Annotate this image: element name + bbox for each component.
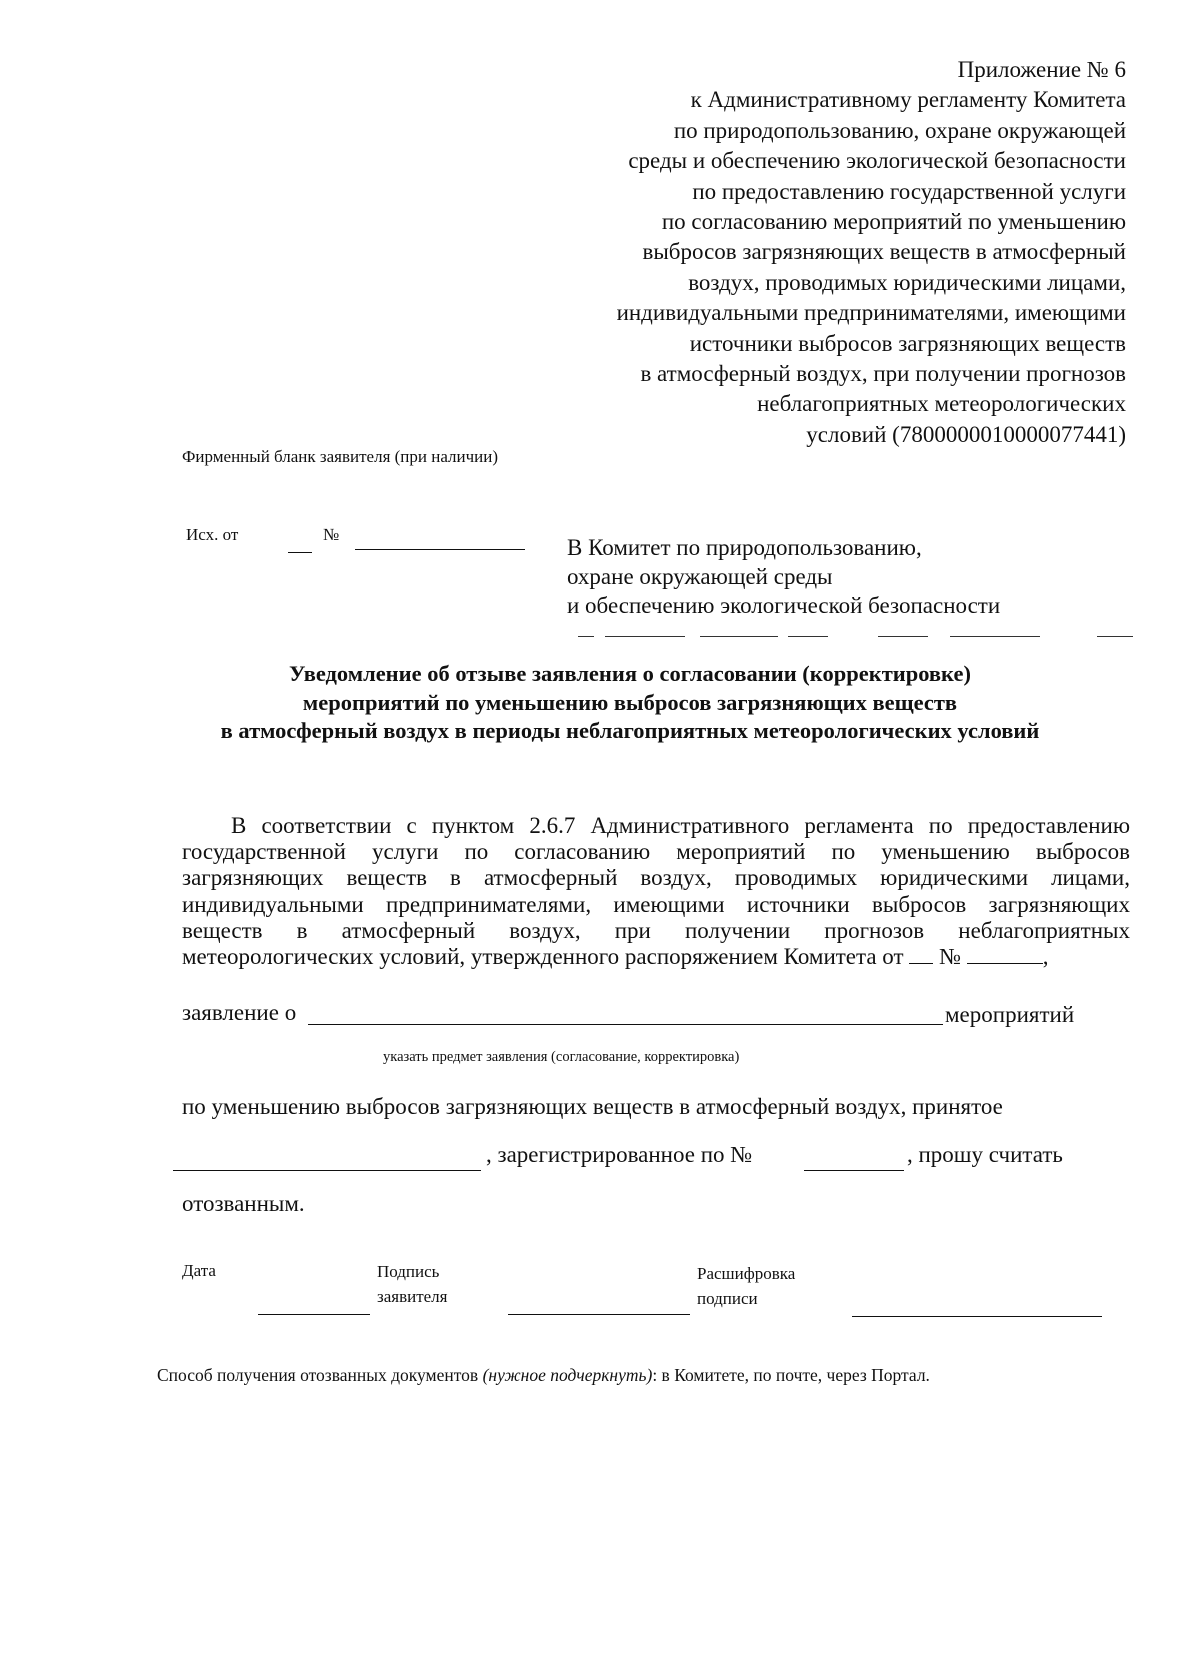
signature-decode-field[interactable]: [852, 1316, 1102, 1317]
title-line: в атмосферный воздух в периоды неблагоприятных метеорологических условий: [220, 718, 1040, 743]
statement-hint: указать предмет заявления (согласование, корректировка): [383, 1049, 740, 1065]
divider: [878, 636, 928, 637]
date-label: Дата: [182, 1261, 216, 1280]
paragraph-line: В соответствии с пунктом 2.6.7 Административного регламента по предоставлению: [231, 813, 1130, 838]
addressee-line: охране окружающей среды: [567, 564, 833, 589]
order-number-field[interactable]: [967, 945, 1043, 964]
title-line: мероприятий по уменьшению выбросов загрязняющих веществ: [302, 689, 958, 715]
statement-subject-field[interactable]: [308, 1024, 943, 1025]
divider: [578, 636, 594, 637]
continuation-line: по уменьшению выбросов загрязняющих веществ в атмосферный воздух, принятое: [182, 1094, 1003, 1119]
appendix-line: индивидуальными предпринимателями, имеющими: [616, 300, 1126, 326]
appendix-line: по природопользованию, охране окружающей: [673, 117, 1126, 143]
appendix-line: неблагоприятных метеорологических: [757, 391, 1126, 417]
appendix-line: воздух, проводимых юридическими лицами,: [688, 269, 1126, 295]
accepted-by-field[interactable]: [173, 1170, 481, 1171]
footer-italic: (нужное подчеркнуть): [482, 1365, 653, 1385]
decode-label: подписи: [697, 1289, 758, 1308]
statement-suffix: мероприятий: [945, 1002, 1075, 1027]
letterhead-note: Фирменный бланк заявителя (при наличии): [182, 447, 499, 466]
document-title: [150, 660, 1110, 746]
paragraph-line: загрязняющих веществ в атмосферный воздух, проводимых юридическими лицами,: [182, 865, 1130, 891]
signature-label: Подпись: [377, 1262, 440, 1281]
registration-number-field[interactable]: [804, 1170, 904, 1171]
title-line: Уведомление об отзыве заявления о согласовании (корректировке): [289, 661, 971, 686]
divider: [788, 636, 828, 637]
divider: [700, 636, 778, 637]
appendix-line: по предоставлению государственной услуги: [692, 178, 1126, 204]
decode-label: Расшифровка: [697, 1264, 796, 1283]
addressee-line: и обеспечению экологической безопасности: [567, 593, 1001, 618]
footer-note: [157, 1365, 930, 1386]
outgoing-ref-label: Исх. от: [186, 525, 239, 544]
paragraph-line: индивидуальными предпринимателями, имеющими источники выбросов загрязняющих: [182, 891, 1130, 917]
paragraph-last-line: [182, 944, 1130, 970]
outgoing-date-field[interactable]: [288, 552, 312, 553]
appendix-line: к Административному регламенту Комитета: [690, 87, 1126, 113]
withdrawn-label: отозванным.: [182, 1191, 305, 1216]
outgoing-number-field[interactable]: [355, 549, 525, 550]
appendix-line: выбросов загрязняющих веществ в атмосферный: [642, 239, 1126, 265]
paragraph-line: государственной услуги по согласованию мероприятий по уменьшению выбросов: [182, 839, 1130, 865]
order-number-label: №: [939, 943, 962, 969]
addressee-block: [567, 533, 1000, 620]
registered-label: , зарегистрированное по №: [486, 1142, 753, 1167]
footer-prefix: Способ получения отозванных документов: [157, 1365, 479, 1385]
divider: [605, 636, 685, 637]
body-paragraph: [182, 813, 1130, 970]
addressee-line: В Комитет по природопользованию,: [567, 535, 922, 560]
appendix-line: среды и обеспечению экологической безопасности: [628, 148, 1126, 174]
footer-suffix: : в Комитете, по почте, через Портал.: [652, 1365, 930, 1385]
appendix-line: условий (7800000010000077441): [806, 421, 1126, 447]
date-field[interactable]: [258, 1314, 370, 1315]
appendix-line: Приложение № 6: [957, 57, 1126, 82]
paragraph-line: метеорологических условий, утвержденного распоряжением Комитета от: [182, 943, 904, 969]
statement-label: заявление о: [182, 1000, 297, 1025]
comma: ,: [1042, 943, 1049, 969]
divider: [950, 636, 1040, 637]
request-label: , прошу считать: [907, 1142, 1063, 1167]
signature-label: заявителя: [377, 1287, 448, 1306]
signature-field[interactable]: [508, 1314, 690, 1315]
appendix-header: [617, 55, 1126, 450]
order-date-field[interactable]: [909, 945, 933, 964]
paragraph-line: веществ в атмосферный воздух, при получении прогнозов неблагоприятных: [182, 917, 1130, 943]
appendix-line: по согласованию мероприятий по уменьшению: [661, 209, 1126, 235]
outgoing-number-label: №: [323, 525, 340, 544]
appendix-line: в атмосферный воздух, при получении прогнозов: [640, 361, 1126, 387]
appendix-line: источники выбросов загрязняющих веществ: [689, 330, 1126, 356]
divider: [1097, 636, 1133, 637]
